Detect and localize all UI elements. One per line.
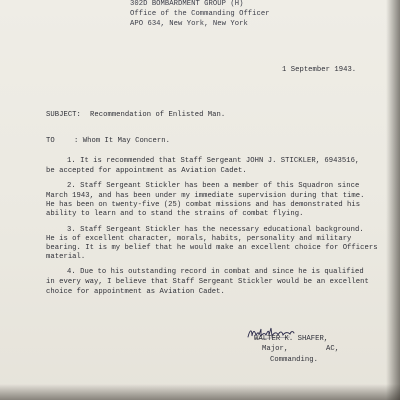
paragraph-2-line-4: ability to learn and to stand the strains of combat flying. bbox=[46, 210, 304, 218]
paragraph-4-line-3: choice for appointment as Aviation Cadet. bbox=[46, 288, 225, 296]
letter-date: 1 September 1943. bbox=[282, 66, 357, 74]
paragraph-2-line-1: 2. Staff Sergeant Stickler has been a member of this Squadron since bbox=[67, 182, 360, 190]
paragraph-2-line-3: He has been on twenty-five (25) combat missions and has demonstrated his bbox=[46, 201, 361, 209]
page-edge-shadow bbox=[386, 0, 400, 400]
to-label: TO bbox=[46, 137, 55, 145]
paragraph-1-line-1: 1. It is recommended that Staff Sergeant JOHN J. STICKLER, 6943516, bbox=[67, 157, 360, 165]
subject-label: SUBJECT: bbox=[46, 111, 81, 119]
paragraph-1-line-2: be accepted for appointment as Aviation Cadet. bbox=[46, 167, 247, 175]
paragraph-4-line-1: 4. Due to his outstanding record in combat and since he is qualified bbox=[67, 268, 364, 276]
signatory-rank: Major, bbox=[262, 345, 289, 353]
subject-text: Recommendation of Enlisted Man. bbox=[90, 111, 226, 119]
page-bottom-shadow bbox=[0, 384, 400, 400]
letterhead-office: Office of the Commanding Officer bbox=[130, 10, 270, 18]
paragraph-4-line-2: in every way, I believe that Staff Sergeant Stickler would be an excellent bbox=[46, 278, 369, 286]
signatory-name: WALTER K. SHAFER, bbox=[254, 335, 329, 343]
paragraph-3-line-2: He is of excellent character, morals, habits, personality and military bbox=[46, 235, 352, 243]
to-text: : Whom It May Concern. bbox=[74, 137, 170, 145]
letterhead-unit: 302D BOMBARDMENT GROUP (H) bbox=[130, 0, 244, 8]
paragraph-3-line-1: 3. Staff Sergeant Stickler has the necessary educational background. bbox=[67, 226, 364, 234]
signatory-title: Commanding. bbox=[270, 356, 318, 364]
signatory-branch: AC, bbox=[326, 345, 340, 353]
paragraph-2-line-2: March 1943, and has been under my immediate supervision during that time. bbox=[46, 192, 365, 200]
paragraph-3-line-4: material. bbox=[46, 253, 86, 261]
letterhead-apo: APO 634, New York, New York bbox=[130, 20, 248, 28]
paragraph-3-line-3: bearing. It is my belief that he would make an excellent choice for Officers bbox=[46, 244, 378, 252]
